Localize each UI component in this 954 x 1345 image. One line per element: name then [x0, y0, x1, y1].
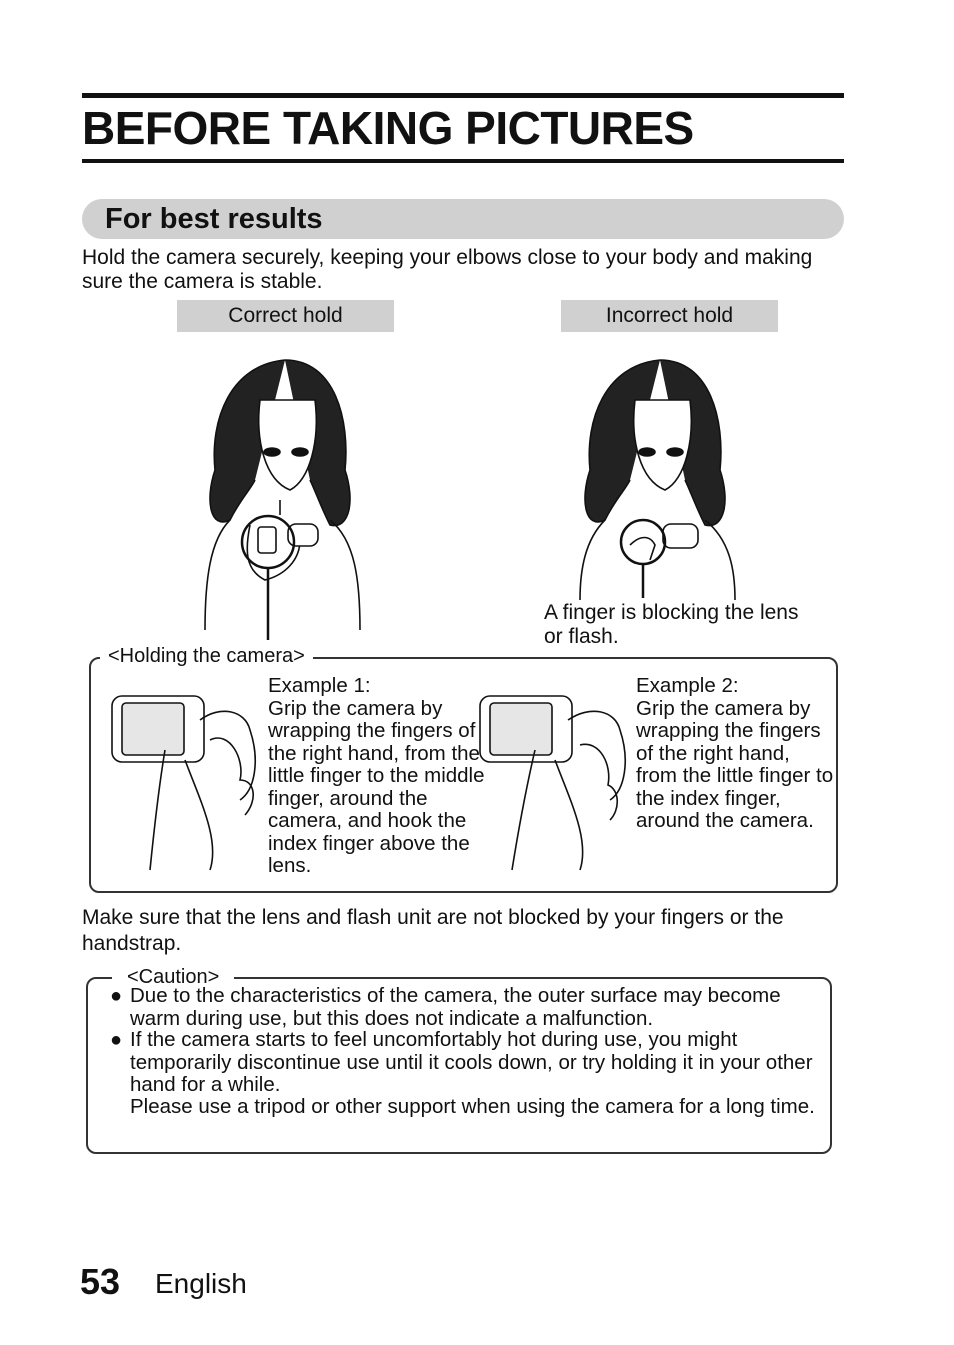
- caution-item-text: Due to the characteristics of the camera, the outer surface may become warm during use, but this does not indicate a malfunction.: [130, 984, 781, 1030]
- caution-item-text: If the camera starts to feel uncomfortably hot during use, you might temporarily discontinue use until it cools down, or try holding it in your other hand for a while.: [130, 1028, 813, 1096]
- page-title: BEFORE TAKING PICTURES: [82, 102, 694, 154]
- caution-item: [110, 1028, 820, 1097]
- section-title: For best results: [105, 203, 323, 235]
- intro-paragraph: Hold the camera securely, keeping your elbows close to your body and making sure the camera is stable.: [82, 246, 813, 293]
- example1-title: Example 1:: [268, 674, 371, 697]
- page-number: 53: [80, 1261, 121, 1302]
- example2-text: [636, 675, 836, 833]
- bullet-icon: ●: [110, 1029, 123, 1051]
- correct-hold-illustration: [205, 360, 360, 640]
- correct-hold-label: Correct hold: [177, 300, 394, 332]
- caution-extra: Please use a tripod or other support when using the camera for a long time.: [130, 1095, 815, 1118]
- bullet-icon: ●: [110, 985, 123, 1007]
- caution-item: [110, 984, 820, 1030]
- make-sure-paragraph: Make sure that the lens and flash unit are not blocked by your fingers or the handstrap.: [82, 906, 784, 955]
- page-language: English: [155, 1268, 247, 1299]
- incorrect-hold-label: Incorrect hold: [561, 300, 778, 332]
- holding-camera-legend: <Holding the camera>: [100, 644, 313, 668]
- incorrect-hold-note: A finger is blocking the lens or flash.: [544, 601, 799, 648]
- example2-body: Grip the camera by wrapping the fingers of the right hand, from the little finger to the index finger, around the camera.: [636, 696, 834, 832]
- caution-legend: <Caution>: [112, 965, 234, 989]
- example2-title: Example 2:: [636, 674, 739, 697]
- example1-text: [268, 675, 488, 878]
- incorrect-hold-illustration: [580, 360, 735, 600]
- example1-body: Grip the camera by wrapping the fingers of the right hand, from the little finger to the middle finger, around the camera, and hook the index finger above the lens.: [268, 696, 485, 877]
